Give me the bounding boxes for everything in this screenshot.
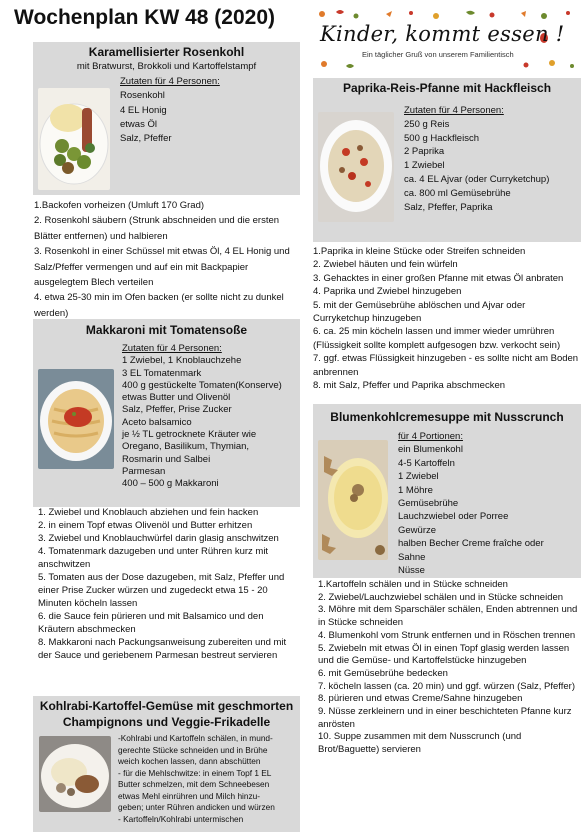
makkaroni-steps bbox=[38, 506, 300, 662]
ingredient: Gemüsebrühe bbox=[398, 498, 459, 510]
step: 2. Zwiebel/Lauchzwiebel schälen und in Stücke schneiden bbox=[318, 591, 564, 603]
step: 10. Suppe zusammen mit dem Nusscrunch (und Brot/Baguette) servieren bbox=[318, 731, 522, 756]
kohlrabi-text-line: geben; unter Rühren andicken und würzen bbox=[118, 802, 275, 812]
rosenkohl-subtitle: mit Bratwurst, Brokkoli und Kartoffelstampf bbox=[76, 61, 257, 72]
makkaroni-ingredients bbox=[122, 343, 282, 491]
step: 1.Paprika in kleine Stücke oder Streifen schneiden bbox=[313, 246, 526, 257]
ingredient: Salz, Pfeffer bbox=[120, 133, 172, 145]
step: 4. Tomatenmark dazugeben und unter Rühren kurz mit anschwitzen bbox=[38, 546, 269, 570]
ingredient: 400 – 500 g Makkaroni bbox=[122, 478, 219, 490]
paprika-ingredients bbox=[404, 104, 549, 214]
step: 5. Zwiebeln mit etwas Öl in einen Topf glasig werden lassen und die Gemüse- und Kartoffelstücke hinzugeben bbox=[318, 642, 570, 667]
ingredient: Oregano, Basilikum, Thymian, bbox=[122, 441, 250, 453]
ingredient: Aceto balsamico bbox=[122, 416, 192, 428]
paprika-photo-illustration bbox=[318, 112, 394, 222]
suppe-steps bbox=[318, 579, 580, 757]
ingredient: 1 Zwiebel, 1 Knoblauchzehe bbox=[122, 355, 242, 367]
suppe-photo-illustration bbox=[318, 440, 388, 560]
step: 3. Gehacktes in einer großen Pfanne mit etwas Öl anbraten bbox=[313, 272, 564, 284]
rosenkohl-photo bbox=[38, 88, 110, 190]
ingredient: 500 g Hackfleisch bbox=[404, 132, 479, 144]
step: 4. etwa 25-30 min im Ofen backen (er sollte nicht zu dunkel werden) bbox=[34, 292, 284, 319]
logo-tagline: Ein täglicher Gruß von unserem Familientisch bbox=[362, 50, 514, 59]
ingredient: ca. 4 EL Ajvar (oder Curryketchup) bbox=[404, 173, 550, 185]
suppe-title: Blumenkohlcremesuppe mit Nusscrunch bbox=[330, 410, 564, 424]
ingredient: Salz, Pfeffer, Paprika bbox=[404, 201, 493, 213]
kohlrabi-title-line-2: Champignons und Veggie-Frikadelle bbox=[62, 715, 271, 729]
kohlrabi-text-line: -Kohlrabi und Kartoffeln schälen, in mund- bbox=[118, 733, 273, 743]
step: 3. Rosenkohl in einer Schüssel mit etwas Öl, 4 EL Honig und Salz/Pfeffer vermengen und auf ein mit Backpapier ausgelegtem Blech verteilen bbox=[34, 246, 290, 289]
ingredient: Gewürze bbox=[398, 524, 437, 536]
kohlrabi-text bbox=[118, 733, 300, 825]
ingredient: Salz, Pfeffer, Prise Zucker bbox=[122, 404, 232, 416]
step: 7. köcheln lassen (ca. 20 min) und ggf. würzen (Salz, Pfeffer) bbox=[318, 680, 575, 692]
makkaroni-ingredients-heading: Zutaten für 4 Personen: bbox=[122, 343, 222, 354]
step: 5. Tomaten aus der Dose dazugeben, mit Salz, Pfeffer und einer Prise Zucker würzen und zugedeckt etwa 15 - 20 Minuten köcheln lassen bbox=[38, 572, 285, 609]
ingredient: 1 Zwiebel bbox=[404, 160, 445, 172]
ingredient: Lauchzwiebel oder Porree bbox=[398, 511, 509, 523]
step: 8. mit Salz, Pfeffer und Paprika abschmecken bbox=[313, 380, 506, 392]
makkaroni-title: Makkaroni mit Tomatensoße bbox=[85, 323, 248, 337]
step: 4. Paprika und Zwiebel hinzugeben bbox=[313, 286, 462, 298]
ingredient: 400 g gestückelte Tomaten(Konserve) bbox=[122, 379, 282, 391]
logo-text: Kinder, kommt essen ! bbox=[320, 22, 565, 46]
makkaroni-photo bbox=[38, 369, 114, 469]
ingredient: Nüsse bbox=[398, 565, 425, 577]
rosenkohl-title: Karamellisierter Rosenkohl bbox=[88, 45, 245, 59]
step: 2. Rosenkohl säubern (Strunk abschneiden und die ersten Blätter entfernen) und halbieren bbox=[34, 215, 280, 242]
ingredient: Parmesan bbox=[122, 465, 166, 477]
paprika-title: Paprika-Reis-Pfanne mit Hackfleisch bbox=[342, 81, 552, 95]
ingredient: etwas Butter und Olivenöl bbox=[122, 392, 231, 404]
step: 2. in einem Topf etwas Olivenöl und Butter erhitzen bbox=[38, 520, 253, 531]
rosenkohl-ingredients-heading: Zutaten für 4 Personen: bbox=[120, 76, 220, 87]
step: 7. ggf. etwas Flüssigkeit hinzugeben - es sollte nicht am Boden anbrennen bbox=[313, 353, 579, 378]
paprika-ingredients-heading: Zutaten für 4 Personen: bbox=[404, 105, 504, 116]
step: 8. pürieren und etwas Creme/Sahne hinzugeben bbox=[318, 693, 523, 705]
kohlrabi-text-line: - Kartoffeln/Kohlrabi untermischen bbox=[118, 813, 244, 824]
kohlrabi-photo-illustration bbox=[39, 736, 111, 812]
rosenkohl-ingredients bbox=[120, 76, 220, 145]
ingredient: ca. 800 ml Gemüsebrühe bbox=[404, 187, 511, 199]
step: 5. mit der Gemüsebrühe ablöschen und Ajvar oder Curryketchup hinzugeben bbox=[313, 299, 526, 325]
kohlrabi-text-line: gerechte Stücke schneiden und in Brühe bbox=[118, 744, 268, 755]
step: 4. Blumenkohl vom Strunk entfernen und in Röschen trennen bbox=[318, 629, 576, 641]
step: 6. mit Gemüsebrühe bedecken bbox=[318, 667, 448, 679]
ingredient: 2 Paprika bbox=[404, 146, 445, 158]
kohlrabi-text-line: Butter schmelzen, mit dem Schneebesen bbox=[118, 779, 270, 789]
step: 1.Backofen vorheizen (Umluft 170 Grad) bbox=[34, 200, 205, 211]
ingredient: Rosmarin und Salbei bbox=[122, 453, 211, 465]
kohlrabi-text-line: weich kochen lassen, dann abschütten bbox=[118, 756, 261, 766]
paprika-photo bbox=[318, 112, 394, 222]
ingredient: 1 Möhre bbox=[398, 484, 433, 496]
step: 8. Makkaroni nach Packungsanweisung zubereiten und mit der Sauce und geriebenem Parmesan bestreut servieren bbox=[38, 637, 287, 661]
step: 1. Zwiebel und Knoblauch abziehen und fein hacken bbox=[38, 507, 259, 518]
kohlrabi-title-line-1: Kohlrabi-Kartoffel-Gemüse mit geschmorten bbox=[39, 699, 294, 713]
step: 3. Zwiebel und Knoblauchwürfel darin glasig anschwitzen bbox=[38, 533, 279, 544]
step: 9. Nüsse zerkleinern und in einer beschichteten Pfanne kurz anrösten bbox=[318, 706, 572, 730]
paprika-steps bbox=[313, 245, 583, 392]
step: 2. Zwiebel häuten und fein würfeln bbox=[313, 259, 458, 271]
ingredient: 1 Zwiebel bbox=[398, 471, 439, 483]
ingredient: je ½ TL getrocknete Kräuter wie bbox=[122, 429, 257, 441]
ingredient: 3 EL Tomatenmark bbox=[122, 367, 202, 379]
page-title: Wochenplan KW 48 (2020) bbox=[14, 6, 276, 29]
ingredient: ein Blumenkohl bbox=[398, 444, 463, 456]
ingredient: Rosenkohl bbox=[120, 90, 165, 102]
suppe-ingredients bbox=[398, 430, 544, 577]
makkaroni-photo-illustration bbox=[38, 369, 114, 469]
step: 6. ca. 25 min köcheln lassen und immer wieder umrühren (Flüssigkeit sollte komplett aufgesogen bzw. verkocht sein) bbox=[313, 326, 561, 351]
ingredient: Sahne bbox=[398, 551, 426, 563]
step: 3. Möhre mit dem Sparschäler schälen, Enden abtrennen und in Stücke schneiden bbox=[318, 604, 578, 629]
kohlrabi-photo bbox=[39, 736, 111, 812]
ingredient: 4 EL Honig bbox=[120, 104, 167, 116]
step: 1.Kartoffeln schälen und in Stücke schneiden bbox=[318, 579, 508, 590]
rosenkohl-photo-illustration bbox=[38, 88, 110, 190]
ingredient: 250 g Reis bbox=[404, 118, 450, 130]
kohlrabi-text-line: - für die Mehlschwitze: in einem Topf 1 EL bbox=[118, 767, 272, 778]
suppe-ingredients-heading: für 4 Portionen: bbox=[398, 431, 463, 442]
ingredient: halben Becher Creme fraîche oder bbox=[398, 538, 544, 550]
suppe-photo bbox=[318, 440, 388, 560]
kohlrabi-text-line: etwas Mehl einrühren und Milch hinzu- bbox=[118, 790, 261, 801]
ingredient: 4-5 Kartoffeln bbox=[398, 457, 455, 469]
rosenkohl-steps bbox=[34, 198, 302, 321]
ingredient: etwas Öl bbox=[120, 118, 157, 130]
step: 6. die Sauce fein pürieren und mit Balsamico und den Kräutern abschmecken bbox=[38, 611, 264, 635]
kinder-kommt-essen-logo bbox=[316, 8, 580, 72]
